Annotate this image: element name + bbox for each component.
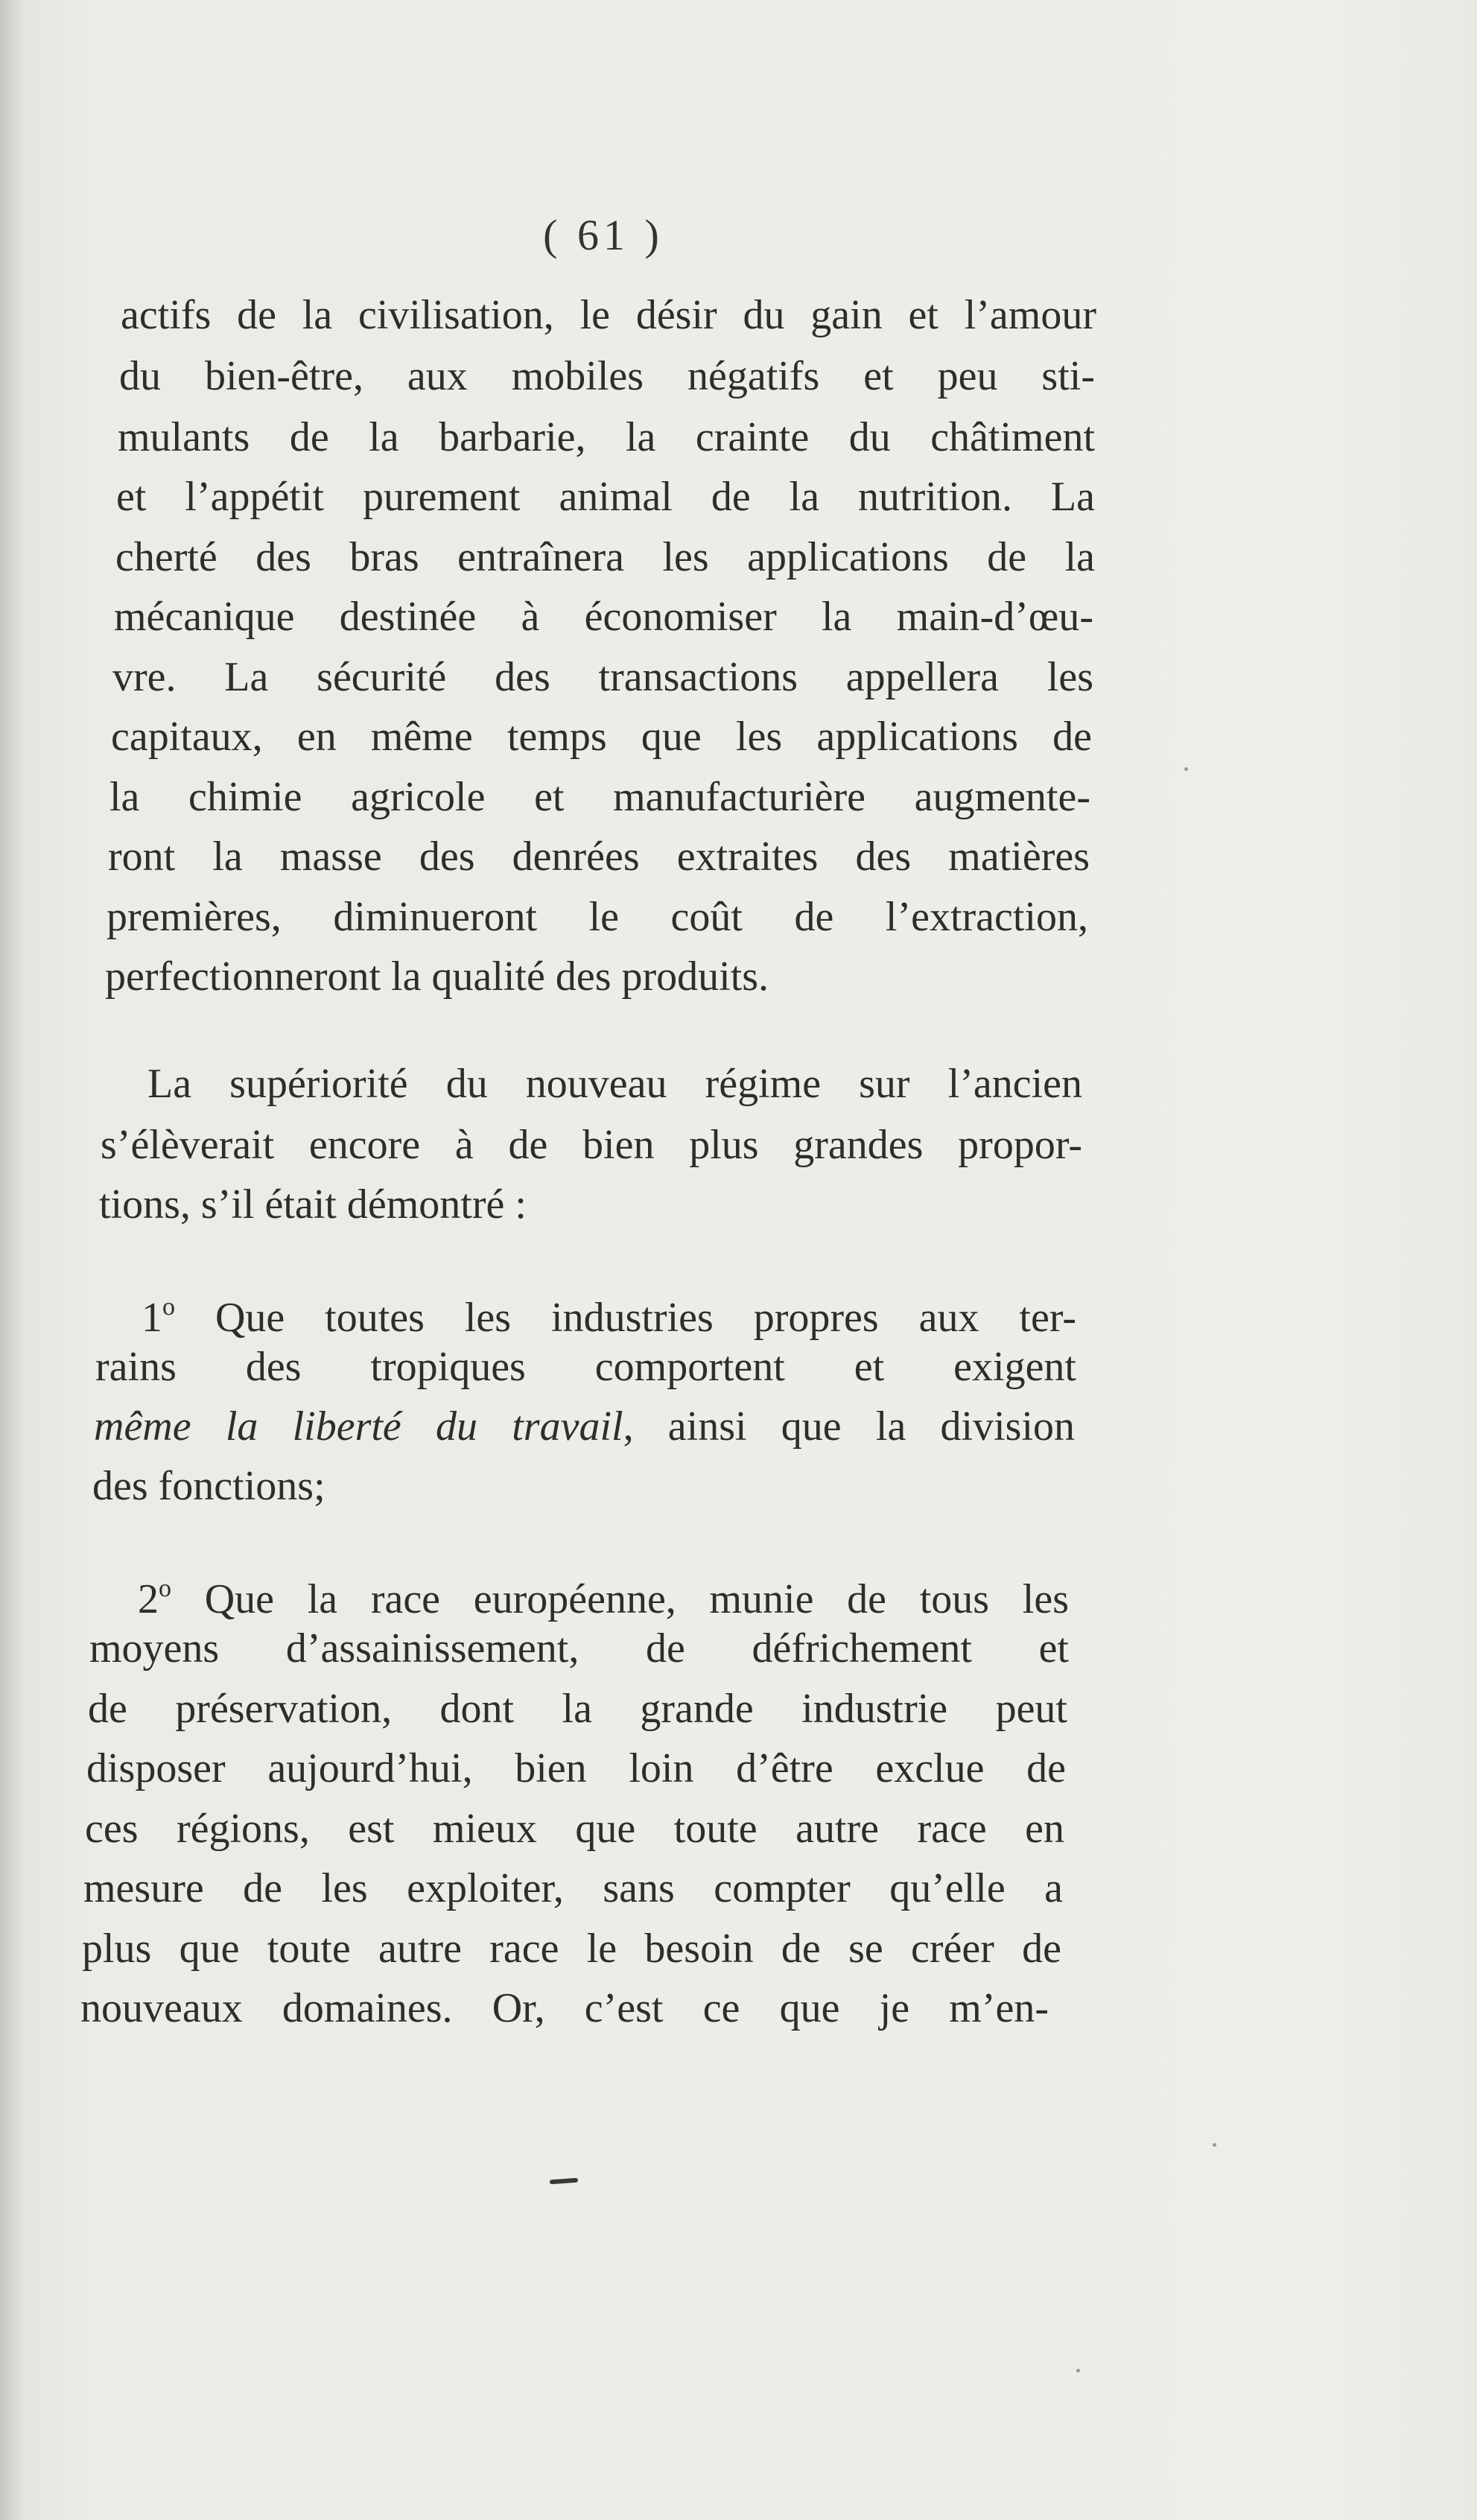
- text-line: nouveaux domaines. Or, c’est ce que je m’en-: [80, 1985, 1049, 2031]
- text-line: perfectionneront la qualité des produits.: [105, 953, 769, 1000]
- text-line: premières, diminueront le coût de l’extraction,: [107, 894, 1088, 940]
- text-line: actifs de la civilisation, le désir du gain et l’amour: [121, 292, 1096, 338]
- text-line: ront la masse des denrées extraites des matières: [108, 834, 1090, 880]
- degree-mark: o: [159, 1575, 171, 1602]
- text-line: du bien-être, aux mobiles négatifs et peu sti-: [119, 353, 1095, 399]
- text-line: La supériorité du nouveau régime sur l’ancien: [147, 1061, 1082, 1107]
- text-line: de préservation, dont la grande industrie peut: [88, 1686, 1067, 1732]
- ink-mark: [550, 2178, 578, 2185]
- list-number: 2: [138, 1576, 159, 1622]
- text-line: ces régions, est mieux que toute autre race en: [85, 1806, 1064, 1852]
- text-line: [138, 1563, 1069, 1625]
- text-line: [94, 1400, 1075, 1453]
- page-number: ( 61 ): [543, 211, 664, 259]
- page-gutter-shadow: [0, 0, 22, 2520]
- text-line: mulants de la barbarie, la crainte du châtiment: [118, 414, 1095, 460]
- text-span: Que la race européenne, munie de tous les: [171, 1576, 1069, 1622]
- degree-mark: o: [162, 1293, 175, 1321]
- text-line: moyens d’assainissement, de défrichement et: [89, 1625, 1069, 1672]
- text-line: s’élèverait encore à de bien plus grandes propor-: [101, 1122, 1082, 1168]
- text-line: mesure de les exploiter, sans compter qu’elle a: [83, 1865, 1063, 1911]
- text-line: disposer aujourd’hui, bien loin d’être exclue de: [86, 1745, 1066, 1791]
- paper-speck: [1213, 2143, 1216, 2147]
- paper-speck: [1076, 2369, 1080, 2373]
- text-line: mécanique destinée à économiser la main-d’œu-: [114, 594, 1093, 640]
- text-line: des fonctions;: [92, 1463, 325, 1509]
- text-line: [142, 1281, 1076, 1344]
- text-span: Que toutes les industries propres aux ter-: [175, 1295, 1076, 1341]
- text-line: tions, s’il était démontré :: [99, 1181, 527, 1228]
- list-number: 1: [142, 1295, 162, 1341]
- text-line: vre. La sécurité des transactions appellera les: [112, 654, 1093, 700]
- text-line: rains des tropiques comportent et exigent: [95, 1344, 1076, 1390]
- paper-speck: [1184, 767, 1188, 771]
- text-line: cherté des bras entraînera les applications de la: [115, 534, 1095, 580]
- text-line: plus que toute autre race le besoin de se créer de: [82, 1926, 1061, 1972]
- text-line: capitaux, en même temps que les applications de: [111, 714, 1092, 760]
- text-line: et l’appétit purement animal de la nutrition. La: [116, 474, 1095, 520]
- text-span: , ainsi que la division: [623, 1403, 1075, 1450]
- text-line: la chimie agricole et manufacturière augmente-: [109, 774, 1090, 820]
- italic-span: même la liberté du travail: [94, 1403, 623, 1450]
